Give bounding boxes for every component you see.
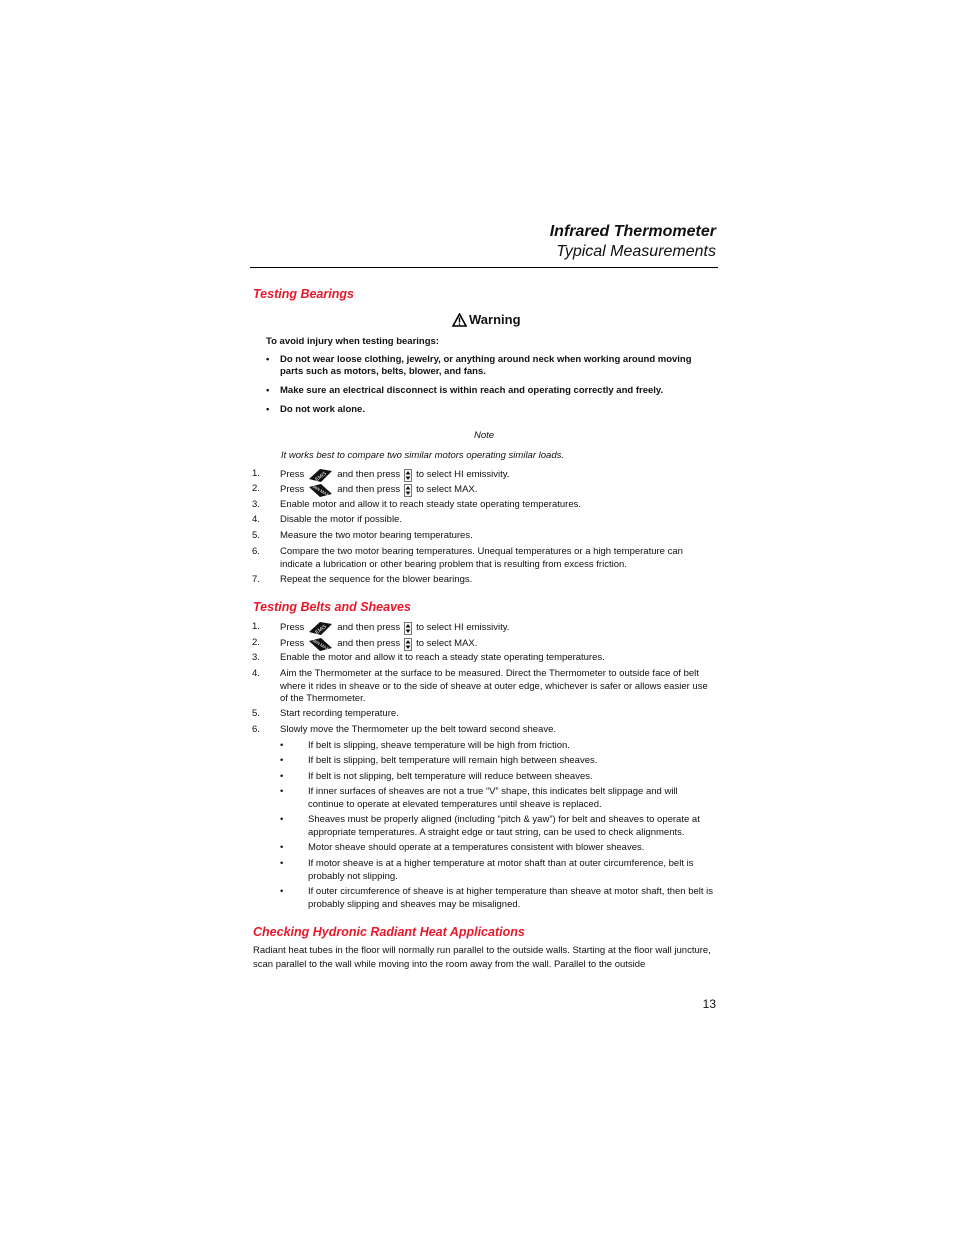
press-text: Press: [280, 622, 305, 634]
note-label: Note: [474, 430, 495, 441]
bullet-dot: •: [266, 385, 270, 396]
sub-bullet-text: If belt is not slipping, belt temperature will reduce between sheaves.: [308, 771, 593, 782]
emis-key-label: EMIS: [314, 623, 329, 636]
warning-triangle-icon: [452, 313, 467, 327]
up-down-arrow-icon: [404, 469, 412, 482]
section-heading-hydronic: Checking Hydronic Radiant Heat Applications: [253, 925, 525, 939]
minmax-key-label: MIN MAX: [312, 483, 331, 498]
sub-bullet-text: If inner surfaces of sheaves are not a true “V” shape, this indicates belt slippage and will continue to operate at elevated temperatures until sheave is replaced.: [308, 786, 678, 810]
bullet-dot: •: [266, 354, 270, 365]
step-number: 6.: [252, 546, 260, 557]
emis-key-icon: [308, 468, 333, 483]
sub-bullet-text: Sheaves must be properly aligned (including “pitch & yaw”) for belt and sheaves to operate at appropriate temperatures. A straight edge or taut string, can be used to check alignments.: [308, 814, 700, 838]
step-text: Measure the two motor bearing temperatures.: [280, 530, 473, 541]
step-text: [280, 637, 718, 652]
section-heading-belts: Testing Belts and Sheaves: [253, 600, 411, 614]
minmax-key-icon: [308, 483, 333, 498]
warning-bullet-text: Do not wear loose clothing, jewelry, or anything around neck when working around moving parts such as motors, belts, blower, and fans.: [280, 354, 692, 377]
step-text: Disable the motor if possible.: [280, 514, 402, 525]
step-number: 3.: [252, 652, 260, 663]
select-max-text: to select MAX.: [416, 484, 478, 496]
step-number: 4.: [252, 514, 260, 525]
and-then-press-text: and then press: [337, 622, 401, 634]
page-number: 13: [702, 997, 716, 1011]
warning-bullet-text: Do not work alone.: [280, 404, 365, 415]
press-text: Press: [280, 469, 305, 481]
warning-heading: [452, 312, 521, 327]
step-number: 6.: [252, 724, 260, 735]
header-rule: [250, 267, 718, 268]
sub-bullet-text: If belt is slipping, sheave temperature will be high from friction.: [308, 740, 570, 751]
step-number: 7.: [252, 574, 260, 585]
up-down-arrow-icon: [404, 638, 412, 651]
and-then-press-text: and then press: [337, 469, 401, 481]
sub-bullet-text: If outer circumference of sheave is at higher temperature than sheave at motor shaft, then belt is probably slipping and sheaves may be misaligned.: [308, 886, 714, 910]
step-text: Enable motor and allow it to reach steady state operating temperatures.: [280, 499, 582, 510]
emis-key-label: EMIS: [314, 470, 329, 483]
hydronic-paragraph: Radiant heat tubes in the floor will normally run parallel to the outside walls. Starting at the floor wall juncture, scan parallel to the wall while moving into the room away from the wall. Parallel to the outside: [253, 945, 711, 970]
sub-bullet-text: If motor sheave is at a higher temperature at motor shaft than at outer circumference, belt is probably not slipping.: [308, 858, 694, 882]
step-number: 5.: [252, 708, 260, 719]
bullet-dot: •: [266, 404, 270, 415]
step-text: [280, 468, 718, 483]
step-number: 2.: [252, 483, 260, 494]
note-text: It works best to compare two similar motors operating similar loads.: [281, 450, 564, 461]
step-number: 4.: [252, 668, 260, 679]
bullet-dot: •: [280, 886, 284, 897]
emis-key-icon: [308, 621, 333, 636]
bullet-dot: •: [280, 842, 284, 853]
section-heading-bearings: Testing Bearings: [253, 287, 354, 301]
step-text: [280, 483, 718, 498]
bullet-dot: •: [280, 858, 284, 869]
step-text: Repeat the sequence for the blower bearings.: [280, 574, 473, 585]
step-number: 3.: [252, 499, 260, 510]
bullet-dot: •: [280, 786, 284, 797]
bullet-dot: •: [280, 740, 284, 751]
up-down-arrow-icon: [404, 484, 412, 497]
warning-label: Warning: [469, 312, 521, 327]
select-max-text: to select MAX.: [416, 638, 478, 650]
bullet-dot: •: [280, 814, 284, 825]
step-text: Compare the two motor bearing temperatures. Unequal temperatures or a high temperature can indicate a lubrication or other bearing problem that is resulting from excess friction.: [280, 546, 683, 570]
bullet-dot: •: [280, 755, 284, 766]
warning-intro: To avoid injury when testing bearings:: [266, 336, 439, 347]
press-text: Press: [280, 638, 305, 650]
sub-bullet-text: Motor sheave should operate at a temperatures consistent with blower sheaves.: [308, 842, 645, 853]
page-header-subtitle: Typical Measurements: [556, 243, 716, 260]
step-text: Aim the Thermometer at the surface to be measured. Direct the Thermometer to outside face of belt where it rides in sheave or to the side of sheave at outer edge, whichever is safer or allows easier use of the Thermometer.: [280, 668, 708, 704]
minmax-key-label: MIN MAX: [312, 637, 331, 652]
select-hi-text: to select HI emissivity.: [416, 622, 510, 634]
select-hi-text: to select HI emissivity.: [416, 469, 510, 481]
step-number: 1.: [252, 621, 260, 632]
step-number: 2.: [252, 637, 260, 648]
bullet-dot: •: [280, 771, 284, 782]
warning-bullet-text: Make sure an electrical disconnect is within reach and operating correctly and freely.: [280, 385, 664, 396]
press-text: Press: [280, 484, 305, 496]
and-then-press-text: and then press: [337, 638, 401, 650]
minmax-key-icon: [308, 637, 333, 652]
up-down-arrow-icon: [404, 622, 412, 635]
step-number: 5.: [252, 530, 260, 541]
step-text: [280, 621, 718, 636]
step-number: 1.: [252, 468, 260, 479]
page-header-title: Infrared Thermometer: [549, 223, 716, 240]
step-text: Enable the motor and allow it to reach a steady state operating temperatures.: [280, 652, 605, 663]
and-then-press-text: and then press: [337, 484, 401, 496]
sub-bullet-text: If belt is slipping, belt temperature will remain high between sheaves.: [308, 755, 598, 766]
step-text: Slowly move the Thermometer up the belt toward second sheave.: [280, 724, 556, 735]
step-text: Start recording temperature.: [280, 708, 399, 719]
